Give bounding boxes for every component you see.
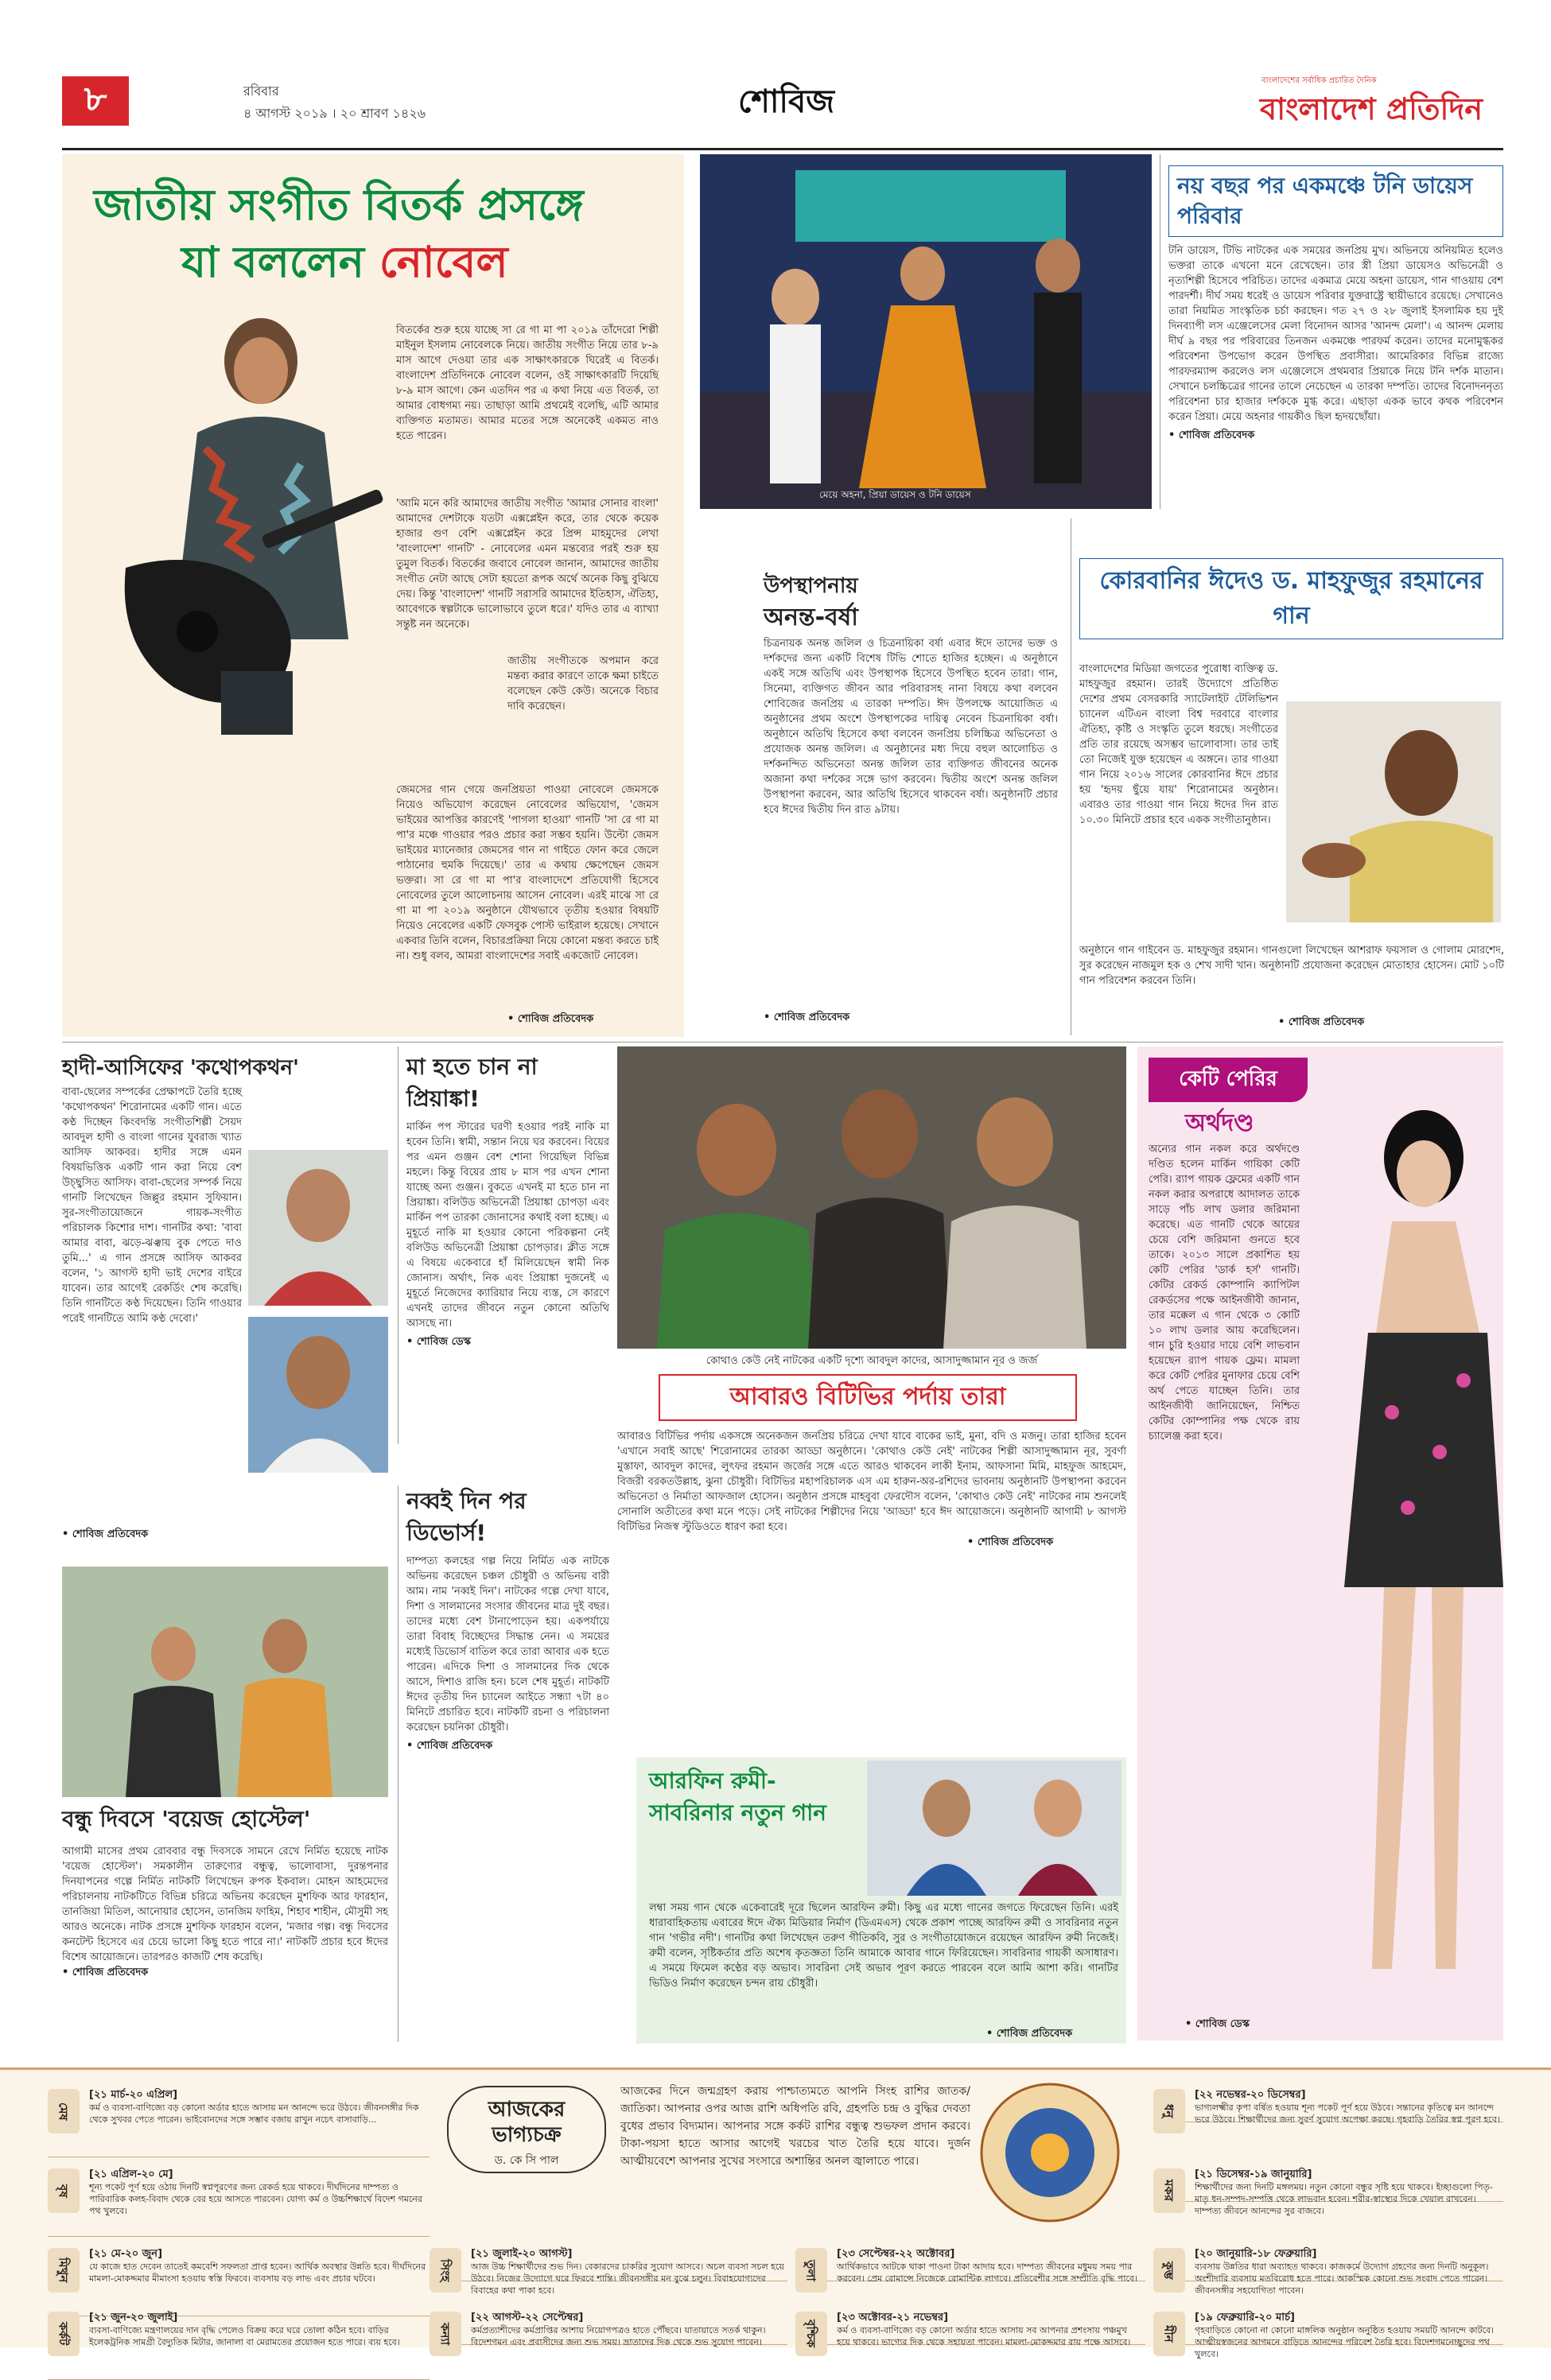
horoscope-sign-11 xyxy=(1153,2245,1503,2296)
sign-name: কন্যা xyxy=(430,2312,461,2356)
arfin-headline: আরফিন রুমী-সাবরিনার নতুন গান xyxy=(649,1768,826,1826)
horoscope-sign-5 xyxy=(430,2245,787,2296)
mahfuz-body-2: অনুষ্ঠানে গান গাইবেন ড. মাহফুজুর রহমান। গানগুলো লিখেছেন আশরাফ ফয়সাল ও গোলাম মোরশেদ, সুর করেছেন নাজমুল হক ও শেখ সাদী খান। অনুষ্ঠানটি প্রযোজনা করেছেন মোতাহার হোসেন। মোট ১০টি গান পরিবেশন করবেন তিনি। xyxy=(1079,945,1504,987)
sign-forecast: কর্ম ও ব্যবসা-বাণিজ্যে বড় কোনো অর্ডার হাতে আসায় সব আপনার প্রশংসায় পঞ্চমুখ হয়ে থাকবে। ভাগ্যের দিক থেকে সহায়তা পাবেন। মামলা-মোকদ্দমার রায় পক্ষে আসবে। xyxy=(837,2325,1131,2347)
btv-body: আবারও বিটিভির পর্দায় একসঙ্গে অনেকজন জনপ্রিয় চরিত্রে দেখা যাবে বাকের ভাই, মুনা, বদি ও মজনু। তারা হাজির হবেন 'এখানে সবাই আছে' শিরোনামের তারকা আড্ডা অনুষ্ঠানে। 'কোথাও কেউ নেই' নাটকের শিল্পী আসাদুজ্জামান নূর, সুবর্ণা মুস্তাফা, আবদুল কাদের, লুৎফর রহমান জর্জের সঙ্গে এতে আরও থাকবেন লাকী ইনাম, আফসানা মিমি, মাহফুজ আহমেদ, বিজরী বরকতউল্লাহ, ঝুনা চৌধুরী। বিটিভির মহাপরিচালক এস এম হারুন-অর-রশিদের ভাবনায় অনুষ্ঠানটি উপস্থাপনা করবেন অভিনেতা ও নির্মাতা আফজাল হোসেন। অনুষ্ঠান প্রসঙ্গে মাহবুবা ফেরদৌস বলেন, 'কোথাও কেউ নেই' নাটকের নাম শুনলেই সোনালি অতীতের কথা মনে পড়ে। সেই নাটকের শিল্পীদের নিয়ে 'আড্ডা' হবে ঈদ আয়োজনে। অনুষ্ঠানটি আগামী ৮ আগস্ট বিটিভির নিজস্ব স্টুডিওতে ধারণ করা হবে। xyxy=(617,1431,1126,1533)
anonto-article xyxy=(700,518,1061,1035)
mahfuz-photo xyxy=(1286,701,1501,922)
horoscope-sign-2 xyxy=(48,2165,430,2237)
weekday: রবিবার xyxy=(243,83,279,99)
arfin-credit: • শোবিজ প্রতিবেদক xyxy=(986,2028,1073,2040)
nobel-body-1: বিতর্কের শুরু হয়ে যাচ্ছে সা রে গা মা পা ২০১৯ তাঁদেরো শিল্পী মাইনুল ইসলাম নোবেলকে নিয়ে। জাতীয় সংগীত নিয়ে তার ৮-৯ মাস আগে দেওয়া তার এক সাক্ষাৎকারকে ঘিরেই এ বিতর্ক। বাংলাদেশ প্রতিদিনকে নোবেল বলেন, ওই সাক্ষাৎকারটি দিয়েছি ৮-৯ মাস আগে। কেন এতদিন পর এ কথা নিয়ে এত বিতর্ক, তা আমার বোধগম্য নয়। তাছাড়া আমি প্রথমেই বলেছি, এটি আমার ব্যক্তিগত মতামত। আমার মতের সঙ্গে অনেকেই একমত নাও হতে পারেন। xyxy=(396,324,659,442)
horoscope-sign-9 xyxy=(1153,2086,1503,2125)
mahfuz-headline: কোরবানির ঈদেও ড. মাহফুজুর রহমানের গান xyxy=(1079,558,1503,639)
sign-name: মিথুন xyxy=(48,2248,80,2293)
horoscope-title: আজকের ভাগ্যচক্র xyxy=(488,2098,566,2147)
nobel-headline-line2 xyxy=(181,229,508,301)
sign-date-range: [২২ নভেম্বর-২০ ডিসেম্বর] xyxy=(1195,2089,1306,2101)
sign-forecast: কর্ম ও ব্যবসা-বাণিজ্যে বড় কোনো অর্ডার হাতে আসায় মন আনন্দে ভরে উঠবে। জীবনসঙ্গীর দিক থেকে সুখবর পেতে পারেন। ভাইবোনদের সঙ্গে সম্ভাব বজায় রাখুন নচেৎ বাসাবাড়ি... xyxy=(89,2102,419,2125)
horoscope-section xyxy=(0,2067,1551,2359)
horoscope-intro: আজকের দিনে জন্মগ্রহণ করায় পাশ্চাত্যমতে আপনি সিংহ রাশির জাতক/জাতিকা। আপনার ওপর আজ রাশি অধিপতি রবি, গ্রহপতি চন্দ্র ও বুদ্ধির দেবতা বুধের প্রভাব বিদ্যমান। আপনার সঙ্গে কর্কট রাশির বন্ধুত্ব শুভফল প্রদান করবে। টাকা-পয়সা হাতে আসার আগেই খরচের খাত তৈরি হয়ে যাবে। দুর্জন আত্মীয়বেশে আপনার সুখের সংসারে অশান্তির অনল জ্বালাতে পারে। xyxy=(620,2085,970,2168)
hadi-photo-2 xyxy=(248,1317,388,1473)
tony-photo xyxy=(700,154,1152,509)
horoscope-sign-6 xyxy=(430,2308,787,2345)
horoscope-sign-8 xyxy=(795,2308,1145,2348)
sign-date-range: [২১ মার্চ-২০ এপ্রিল] xyxy=(89,2089,178,2101)
priyanka-credit: • শোবিজ ডেস্ক xyxy=(406,1336,471,1348)
boys-hostel-body: আগামী মাসের প্রথম রোববার বন্ধু দিবসকে সামনে রেখে নির্মিত হয়েছে নাটক 'বয়েজ হোস্টেল'। সমকালীন তারুণ্যের বন্ধুত্ব, ভালোবাসা, দুরন্তপনার দিনযাপনের গল্পে নির্মিত নাটকটি লিখেছেন রুপক ইকবাল। মোহন আহমেদের পরিচালনায় নাটকটিতে বিভিন্ন চরিত্রে অভিনয় করেছেন মুশফিক আর ফারহান, তানজিয়া মিতিল, আনোয়ার হোসেন, তানজিম ফাহিম, শিহাব শাহীন, মৌসুমী সহ আরও অনেকে। নাটক প্রসঙ্গে মুশফিক ফারহান বলেন, 'মজার গল্প। বন্ধু দিবসের কনটেন্ট হিসেবে এর চেয়ে ভালো কিছু হতে পারে না।' নাটকটি প্রচার হবে ঈদের বিশেষ আয়োজনে। তারপরও কাজটি শেষ করেছি। xyxy=(62,1846,388,1963)
boys-hostel-photo xyxy=(62,1567,388,1797)
boys-hostel-article xyxy=(62,1802,388,2040)
header-divider xyxy=(62,148,1503,150)
horoscope-sign-4 xyxy=(48,2308,430,2380)
katy-subhead: অর্থদণ্ড xyxy=(1185,1109,1254,1137)
hadi-body: বাবা-ছেলের সম্পর্কের প্রেক্ষাপটে তৈরি হচ্ছে 'কথোপকথন' শিরোনামের একটি গান। এতে কণ্ঠ দিচ্ছেন কিংবদন্তি সংগীতশিল্পী সৈয়দ আবদুল হাদী ও বাংলা গানের যুবরাজ খ্যাত আসিফ আকবর। হাদীর সঙ্গে এমন বিষয়ভিত্তিক একটি গান করা নিয়ে বেশ উচ্ছ্বসিত আসিফ। বাবা-ছেলের সম্পর্ক নিয়ে গানটি লিখেছেন জিল্লুর রহমান সুফিয়ান। সুর-সংগীতায়োজনে গায়ক-সংগীত পরিচালক কিশোর দাশ। গানটির কথা: 'বাবা আমার বাবা, ঝড়ে-ঝঞ্ঝায় বুক পেতে দাও তুমি...' এ গান প্রসঙ্গে আসিফ আকবর বলেন, '১ আগস্ট হাদী ভাই দেশের বাইরে যাবেন। তার আগেই রেকর্ডিং শেষ করেছি। তিনি গানটিতে কণ্ঠ দিয়েছেন। তিনি গাওয়ার পরেই গানটিতে আমি কণ্ঠ দেবো।' xyxy=(62,1086,242,1325)
sign-date-range: [২০ জানুয়ারি-১৮ ফেব্রুয়ারি] xyxy=(1195,2248,1317,2260)
katy-article xyxy=(1137,1046,1503,2040)
priyanka-article xyxy=(398,1046,609,1444)
horoscope-sign-3 xyxy=(48,2245,430,2316)
anonto-kicker: উপস্থাপনায় xyxy=(764,574,858,598)
tony-body: টনি ডায়েস, টিভি নাটকের এক সময়ের জনপ্রিয় মুখ। অভিনয়ে অনিয়মিত হলেও ভক্তরা তাকে এখনো মনে রেখেছেন। তার স্ত্রী প্রিয়া ডায়েসও অভিনেত্রী ও নৃত্যশিল্পী হিসেবে পরিচিত। তাদের একমাত্র মেয়ে অহনা ডায়েস, গান গাওয়ায় বেশ পারদর্শী। দীর্ঘ সময় ধরেই ও ডায়েস পরিবার যুক্তরাষ্ট্রে স্থায়ীভাবে রয়েছে। সেখানেও তারা নিয়মিত সাংস্কৃতিক চর্চা করছেন। গত ২৭ ও ২৮ জুলাই ইসলামিক হয় দুই দিনব্যাপী লস এঞ্জেলেসের মেলা বিনোদন আসর 'আনন্দ মেলা'। এ আনন্দ মেলায় দীর্ঘ ৯ বছর পর পরিবারের তিনজন একমঞ্চে পারফর্ম করেন। তাদের মনোমুগ্ধকর পরিবেশনা উপভোগ করেন উপস্থিত প্রবাসীরা। আমেরিকার বিভিন্ন রাজ্যে পারফরম্যান্স করলেও লস এঞ্জেলেসে প্রথমবার প্রিয়াকে নিয়ে টনি দর্শক মাতান। সেখানে চলচ্চিত্রের গানের তালে নেচেছেন এ তারকা দম্পতি। তাদের বিনোদননৃত্য পরিবেশনা চার হাজার দর্শককে মুগ্ধ করে। এছাড়া একক ভাবে কথক পরিবেশন করেন প্রিয়া। মেয়ে অহনার গায়কীও ছিল হৃদয়ছোঁয়া। xyxy=(1168,245,1503,423)
tony-credit: • শোবিজ প্রতিবেদক xyxy=(1168,429,1255,441)
divorce-article xyxy=(398,1485,609,2042)
mahfuz-credit: • শোবিজ প্রতিবেদক xyxy=(1278,1016,1365,1028)
hadi-credit: • শোবিজ প্রতিবেদক xyxy=(62,1528,149,1540)
sign-date-range: [২১ জুন-২০ জুলাই] xyxy=(89,2312,178,2324)
sign-date-range: [২৩ সেপ্টেম্বর-২২ অক্টোবর] xyxy=(837,2248,955,2260)
hadi-photo-1 xyxy=(248,1150,388,1306)
page-number: ৮ xyxy=(62,76,129,126)
sign-name: তুলা xyxy=(795,2248,827,2293)
sign-forecast: গৃহবাড়িতে কোনো না কোনো মাঙ্গলিক অনুষ্ঠান অনুষ্ঠিত হওয়ায় সময়টি আনন্দে কাটবে। আত্মীয়স্বজনের আগমনে বাড়িতে আনন্দের পরিবেশ তৈরি হবে। বিদেশগমনেচ্ছুদের পথ খুলবে। xyxy=(1195,2325,1495,2359)
katy-credit: • শোবিজ ডেস্ক xyxy=(1185,2018,1250,2030)
sign-name: ধনু xyxy=(1153,2089,1185,2133)
arfin-article xyxy=(636,1757,1126,2044)
sign-forecast: শিক্ষার্থীদের জন্য দিনটি মঙ্গলময়। নতুন কোনো বন্ধুর সৃষ্টি হয়ে থাকবে। ইচ্ছাগুলো পিতৃ-মাতৃ ধন-সম্পদ-সম্পত্তি থেকে লাভবান হবেন। শরীর-স্বাস্থ্যের দিকে খেয়াল রাখবেন। দাম্পত্য জীবনে আনন্দের সুর বাজবে। xyxy=(1195,2182,1493,2216)
btv-article xyxy=(617,1374,1126,1724)
sign-date-range: [১৯ ফেব্রুয়ারি-২০ মার্চ] xyxy=(1195,2312,1295,2324)
tony-photo-caption: মেয়ে অহনা, প্রিয়া ডায়েস ও টনি ডায়েস xyxy=(819,489,971,500)
anonto-headline: অনন্ত-বর্ষা xyxy=(764,604,858,631)
nobel-headline-text: জাতীয় সংগীত বিতর্ক প্রসঙ্গে xyxy=(94,180,584,230)
arfin-photo xyxy=(867,1761,1121,1896)
katy-body: অন্যের গান নকল করে অর্থদণ্ডে দণ্ডিত হলেন মার্কিন গায়িকা কেটি পেরি। র‍্যাপ গায়ক ফ্লেমের একটি গান নকল করার অপরাধে আদালত তাকে সাড়ে পাঁচ লাখ ডলার জরিমানা করেছে। এত গানটি থেকে আয়ের চেয়ে বেশি জরিমানা গুনতে হবে তাকে। ২০১৩ সালে প্রকাশিত হয় কেটি পেরির 'ডার্ক হর্স' গানটি। কেটির রেকর্ড কোম্পানি ক্যাপিটল রেকর্ডসের পক্ষে আইনজীবী জানান, তার মক্কেল এ গান থেকে ৩ কোটি ১০ লাখ ডলার আয় করেছিলেন। গান চুরি হওয়ার দায়ে বেশি লাভবান হয়েছেন র‍্যাপ গায়ক ফ্লেম। মামলা করে কেটি পেরির মুনাফার চেয়ে বেশি অর্থ পেতে যাচ্ছেন তিনি। তার আইনজীবী জানিয়েছেন, নিশ্চিত কেটির কোম্পানির পক্ষ থেকে রায় চ্যালেঞ্জ করা হবে। xyxy=(1149,1143,1300,1442)
divorce-body: দাম্পত্য কলহের গল্প নিয়ে নির্মিত এক নাটকে অভিনয় করেছেন চঞ্চল চৌধুরী ও অভিনয় বারী আম। নাম 'নব্বই দিন'। নাটকের গল্পে দেখা যাবে, দিশা ও সালমানের সংসার জীবনের মাত্র দুই বছর। তাদের মধ্যে বেশ টানাপোড়েন হয়। একপর্যায়ে তারা বিবাহ বিচ্ছেদের সিদ্ধান্ত নেন। এ সময়ের মধ্যেই ডিভোর্স বাতিল করে তারা আবার এক হতে পারেন। এদিকে দিশা ও সালমানের দিক থেকে আসে, দিশাও রাজি হন। চলে শেষ মুহূর্ত। নাটকটি ঈদের তৃতীয় দিন চ্যানেল আইতে সন্ধ্যা ৭টা ৪০ মিনিটে প্রচারিত হবে। নাটকটি রচনা ও পরিচালনা করেছেন চয়নিকা চৌধুরী। xyxy=(406,1555,609,1734)
nobel-headline-prefix: যা বললেন xyxy=(181,237,379,287)
horoscope-title-box xyxy=(447,2086,606,2173)
sign-date-range: [২১ ডিসেম্বর-১৯ জানুয়ারি] xyxy=(1195,2168,1312,2180)
horoscope-sign-7 xyxy=(795,2245,1145,2284)
sign-date-range: [২১ এপ্রিল-২০ মে] xyxy=(89,2168,173,2180)
btv-photo-caption: কোথাও কেউ নেই নাটকের একটি দৃশ্যে আবদুল কাদের, আসাদুজ্জামান নূর ও জর্জ xyxy=(706,1355,1038,1367)
nobel-body-3: জাতীয় সংগীতকে অপমান করে মন্তব্য করার কারণে তাকে ক্ষমা চাইতে বলেছেন কেউ কেউ। অনেকে বিচার দাবি করেছেন। xyxy=(507,655,659,712)
section-title: শোবিজ xyxy=(738,83,834,120)
nobel-article xyxy=(62,154,684,1037)
nobel-credit: • শোবিজ প্রতিবেদক xyxy=(507,1013,594,1025)
paper-logo: বাংলাদেশ প্রতিদিন xyxy=(1260,91,1483,126)
sign-forecast: আজ উচ্চ শিক্ষার্থীদের শুভ দিন। বেকারদের চাকরির সুযোগ আসবে। অচল ব্যবসা সচল হয়ে উঠবে। নিজের উদ্যোগে ঘরে ফিরবে শান্তি। জীবনসঙ্গীর মন বুঝে চলুন। বিবাহযোগ্যদের বিবাহের কথা পাকা হবে। xyxy=(471,2262,784,2296)
sign-date-range: [২৩ অক্টোবর-২১ নভেম্বর] xyxy=(837,2312,949,2324)
paper-tagline: বাংলাদেশের সর্বাধিক প্রচারিত দৈনিক xyxy=(1261,76,1377,85)
nobel-photo xyxy=(110,305,396,735)
nobel-body-2: 'আমি মনে করি আমাদের জাতীয় সংগীত 'আমার সোনার বাংলা' আমাদের দেশটাকে যতটা এক্সপ্লেইন করে, তার থেকে কয়েক হাজার গুণ বেশি এক্সপ্লেইন করে প্রিন্স মাহমুদের লেখা 'বাংলাদেশ' গানটি' - নোবেলের এমন মন্তব্যের পরই শুরু হয় তুমুল বিতর্ক। বিতর্কের জবাবে নোবেল জানান, আমাদের জাতীয় সংগীত নেটা আছে সেটা হয়তো রূপক অর্থে অনেক কিছু বুঝিয়ে দেয়। কিন্তু 'বাংলাদেশ' গানটি সরাসরি আমাদের ইতিহাস, ঐতিহ্য, আবেগকে স্বল্পটাকে ভালোভাবে তুলে ধরে।' যদিও তার এ ব্যাখ্যা সন্তুষ্ট নন অনেকে। xyxy=(396,498,659,631)
zodiac-wheel-icon xyxy=(978,2081,1121,2224)
sign-name: মেষ xyxy=(48,2089,80,2133)
priyanka-body: মার্কিন পপ স্টারের ঘরণী হওয়ার পরই নাকি মা হবেন তিনি। স্বামী, সন্তান নিয়ে ঘর করবেন। বিয়ের পর এমন গুঞ্জন বেশ শোনা গিয়েছিল বিভিন্ন মহলে। কিন্তু বিয়ের প্রায় ৮ মাস পর এখন শোনা যাচ্ছে অন্য গুঞ্জন। বুকতে এখনই মা হতে চান না প্রিয়াঙ্কা। বলিউড অভিনেত্রী প্রিয়াঙ্কা চোপড়া এবং মার্কিন পপ তারকা জোনাসের কথাই বলা হচ্ছে। এ মুহূর্তে নাকি মা হওয়ার কোনো পরিকল্পনা নেই বলিউড অভিনেত্রী প্রিয়াঙ্কা চোপড়ার। ক্লীত সঙ্গে এ বিষয়ে একেবারে হাঁ মিলিয়েছেন স্বামী নিক জোনাস। অর্থাৎ, নিক এবং প্রিয়াঙ্কা দুজনেই এ মুহূর্তে নিজেদের ক্যারিয়ার নিয়ে ব্যস্ত, সে কারণে এখনই তাদের জীবনে নতুন কোনো অতিথি আসছে না। xyxy=(406,1121,609,1330)
sign-name: মীন xyxy=(1153,2312,1185,2356)
horoscope-author: ড. কে সি পাল xyxy=(494,2154,559,2167)
mahfuz-article xyxy=(1071,518,1503,1035)
sign-forecast: যে কাজে হাত দেবেন তাতেই কমবেশি সফলতা প্রাপ্ত হবেন। আর্থিক অবস্থার উন্নতি হবে। দীর্ঘদিনের মামলা-মোকদ্দমার মীমাংসা হওয়ায় স্বস্তি ফিরবে। ব্যবসায় বড় লাভ এবং প্রচার ঘটবে। xyxy=(89,2262,426,2284)
divorce-credit: • শোবিজ প্রতিবেদক xyxy=(406,1740,493,1752)
btv-credit: • শোবিজ প্রতিবেদক xyxy=(967,1536,1054,1548)
horoscope-sign-1 xyxy=(48,2086,430,2157)
arfin-body: লম্বা সময় গান থেকে একেবারেই দূরে ছিলেন আরফিন রুমী। কিছু এর মধ্যে গানের জগতে ফিরেছেন তিনি। এরই ধারাবাহিকতায় এবারের ঈদে ঐক্য মিডিয়ার নির্মাণ (ডিএমএস) থেকে প্রকাশ পাচ্ছে আরফিন রুমী ও সাবরিনার নতুন গান 'গভীর নদী'। গানটির কথা লিখেছেন তরুণ গীতিকবি, সুর ও সংগীতায়োজনে রয়েছেন আরফিন রুমী নিজেই। রুমী বলেন, সৃষ্টিকর্তার প্রতি অশেষ কৃতজ্ঞতা তিনি আমাকে আবার গানে ফিরিয়েছেন। সাবরিনার গায়কী অসাধারণ। এ সময়ে ফিমেল কণ্ঠের বড় অভাব। সাবরিনা সেই অভাব পূরণ করতে পারবেন বলে আমি আশা করি। গানটির ভিডিও নির্মাণ করেছেন চন্দন রায় চৌধুরী। xyxy=(649,1902,1118,1990)
btv-headline: আবারও বিটিভির পর্দায় তারা xyxy=(659,1374,1077,1421)
sign-name: মকর xyxy=(1153,2168,1185,2213)
hadi-article xyxy=(62,1046,393,1555)
sign-name: বৃশ্চিক xyxy=(795,2312,827,2356)
nobel-headline-name: নোবেল xyxy=(379,237,508,287)
sign-date-range: [২১ মে-২০ জুন] xyxy=(89,2248,163,2260)
katy-photo xyxy=(1296,1094,1503,2033)
sign-forecast: আর্থিকভাবে আটকে থাকা পাওনা টাকা আদায় হবে। দাম্পত্য জীবনের মধুময় সময় পার করবেন। প্রেম রোমান্সে নিজেকে রোমান্টিক লাগবে। প্রতিবেশীর সঙ্গে সম্প্রীতি বৃদ্ধি পাবে। xyxy=(837,2262,1137,2284)
sign-date-range: [২২ আগস্ট-২২ সেপ্টেম্বর] xyxy=(471,2312,584,2324)
boys-hostel-headline: বন্ধু দিবসে 'বয়েজ হোস্টেল' xyxy=(62,1806,311,1832)
tony-article xyxy=(1160,154,1503,509)
nobel-body-4: জেমসের গান গেয়ে জনপ্রিয়তা পাওয়া নোবেলে জেমসকে নিয়েও অভিযোগ করেছেন নোবেলের অভিযোগ, 'জেমস ভাইয়ের আপত্তির কারণেই 'পাগলা হাওয়া' গানটি 'সা রে গা মা পা'র মঞ্চে গাওয়ার পরও প্রচার করা সম্ভব হয়নি। উল্টো জেমস ভাইয়ের ম্যানেজার জেমসের গান না গাইতে ফোন করে জেলে পাঠানোর হুমকি দিয়েছে।' তার এ কথায় ক্ষেপেছেন জেমস ভক্তরা। সা রে গা মা পা'র বাংলাদেশে প্রতিযোগী হিসেবে নোবেলের তুলে আলোচনায় আসেন নোবেল। এরই মাঝে সা রে গা মা পা ২০১৯ অনুষ্ঠানে যৌথভাবে তৃতীয় হওয়ার বিষয়টি নিয়েও নেবেলের একটি ফেসবুক পোস্ট ভাইরাল হয়েছে। সেখানে একবার তিনি বলেন, বিচারপ্রক্রিয়া নিয়ে কোনো মন্তব্য করতে চাই না। শুধু বলব, আমরা বাংলাদেশের সবাই একজোট নোবেল। xyxy=(396,784,659,962)
sign-forecast: ব্যবসা-বাণিজ্যে মন্ত্রণালয়ের দান বৃদ্ধি পেলেও বিক্রয় করে ঘরে তোলা কঠিন হবে। বাড়ির ইলেকট্রনিক সামগ্রী বৈদ্যুতিক মিটার, জানালা বা মেরামতের প্রয়োজন হতে পারে। ব্যয় হবে। xyxy=(89,2325,400,2347)
boys-hostel-credit: • শোবিজ প্রতিবেদক xyxy=(62,1967,149,1978)
masthead xyxy=(62,67,1503,143)
horoscope-sign-10 xyxy=(1153,2165,1503,2216)
sign-name: কুম্ভ xyxy=(1153,2248,1185,2293)
horoscope-sign-12 xyxy=(1153,2308,1503,2359)
katy-headline: কেটি পেরির xyxy=(1149,1058,1308,1102)
hadi-headline: হাদী-আসিফের 'কথোপকথন' xyxy=(62,1056,299,1080)
tony-headline: নয় বছর পর একমঞ্চে টনি ডায়েস পরিবার xyxy=(1168,165,1503,237)
anonto-body: চিত্রনায়ক অনন্ত জলিল ও চিত্রনায়িকা বর্ষা এবার ঈদে তাদের ভক্ত ও দর্শকদের জন্য একটি বিশেষ টিভি শোতে হাজির হচ্ছেন। এ অনুষ্ঠানে একই সঙ্গে অতিথি এবং উপস্থাপক হিসেবে উপস্থিত হবেন তারা। গান, সিনেমা, ব্যক্তিগত জীবন আর পরিবারসহ নানা বিষয়ে কথা বলবেন শোবিজের জনপ্রিয় এ তারকা দম্পতি। ঈদ উপলক্ষে আয়োজিত এ অনুষ্ঠানের প্রথম অংশে উপস্থাপকের দায়িত্ব নেবেন চিত্রনায়িকা বর্ষা। অনুষ্ঠানে অতিথি হিসেবে কথা বলবেন জনপ্রিয় চলিচ্চিত্র অভিনেতা ও প্রযোজক অনন্ত জলিল। এ অনুষ্ঠানের মধ্য দিয়ে বহুল আলোচিত ও দর্শকনন্দিত অভিনেতা অনন্ত জলিল তার ব্যক্তিগত জীবনের অনেক অজানা কথা দর্শকের সঙ্গে ভাগ করবেন। দ্বিতীয় অংশে অনন্ত জলিল উপস্থাপনা করবেন, আর অতিথি হিসেবে থাকবেন বর্ষা। অনুষ্ঠানটি প্রচার হবে ঈদের দ্বিতীয় দিন রাত ৯টায়। xyxy=(764,638,1058,816)
sign-name: কর্কট xyxy=(48,2312,80,2356)
anonto-credit: • শোবিজ প্রতিবেদক xyxy=(764,1011,850,1023)
sign-forecast: ভাগ্যলক্ষ্মীর কৃপা বর্ষিত হওয়ায় শূন্য পকেট পূর্ণ হয়ে উঠবে। সন্তানের কৃতিত্বে মন আনন্দে ভরে উঠবে। শিক্ষার্থীদের জন্য সুবর্ণ সুযোগ অপেক্ষা করছে। গৃহবাড়ি তৈরির স্বপ্ন পূরণ হবে। xyxy=(1195,2102,1500,2125)
priyanka-headline: মা হতে চান না প্রিয়াঙ্কা! xyxy=(406,1054,538,1112)
sign-forecast: কর্মপ্রত্যাশীদের কর্মপ্রাপ্তির আশায় নিয়োগপত্রও হাতে পৌঁছবে। যাতায়াতে সতর্ক থাকুন। বিদেশগমন এবং প্রবাসীদের জন্য শুভ সময়। ভ্রাতাদের দিক থেকে শুভ সুযোগ পাবেন। xyxy=(471,2325,766,2347)
sign-forecast: ব্যবসায় উন্নতির ধারা অব্যাহত থাকবে। কাজকর্মে উদ্যোগ গ্রহণের জন্য দিনটি অনুকূল। অংশীদারি ব্যবসায় মতবিরোধ হতে পারে। আকস্মিক কোনো শুভ সংবাদ পেতে পারেন। জীবনসঙ্গীর সহযোগিতা পাবেন। xyxy=(1195,2262,1489,2296)
sign-name: বৃষ xyxy=(48,2168,80,2213)
btv-photo xyxy=(617,1046,1126,1349)
sign-name: সিংহ xyxy=(430,2248,461,2293)
mahfuz-body-1: বাংলাদেশের মিডিয়া জগতের পুরোধা ব্যক্তিত্ব ড. মাহফুজুর রহমান। তারই উদ্যোগে প্রতিষ্ঠিত দেশের প্রথম বেসরকারি স্যাটেলাইট টেলিভিশন চ্যানেল এটিএন বাংলা বিশ্ব দরবারে বাংলার ঐতিহ্য, কৃষ্টি ও সংস্কৃতি তুলে ধরছে। সংগীতের প্রতি তার রয়েছে অসম্ভব ভালোবাসা। তার তাই তো নিজেই যুক্ত হয়েছেন এ অঙ্গনে। তার গাওয়া গান নিয়ে ২০১৬ সালের কোরবানির ঈদে প্রচার হয় 'হৃদয় ছুঁয়ে যায়' শিরোনামের অনুষ্ঠান। এবারও তার গাওয়া গান নিয়ে ঈদের দিন রাত ১০.৩০ মিনিটে প্রচার হবে একক সংগীতানুষ্ঠান। xyxy=(1079,663,1278,826)
divorce-headline: নব্বই দিন পর ডিভোর্স! xyxy=(406,1488,527,1546)
issue-date: ৪ আগস্ট ২০১৯ । ২০ শ্রাবণ ১৪২৬ xyxy=(243,106,426,121)
sign-forecast: শূন্য পকেট পূর্ণ হয়ে ওঠায় দিনটি স্বপ্নপূরণের জন্য রেকর্ড হয়ে থাকবে। দীর্ঘদিনের দাম্পত্য ও পারিবারিক কলহ-বিবাদ থেকে বের হয়ে আসতে পারবেন। যোগ্য কর্ম ও উচ্চশিক্ষার্থে বিদেশ গমনের পথ খুলবে। xyxy=(89,2182,422,2216)
sign-date-range: [২১ জুলাই-২০ আগস্ট] xyxy=(471,2248,573,2260)
